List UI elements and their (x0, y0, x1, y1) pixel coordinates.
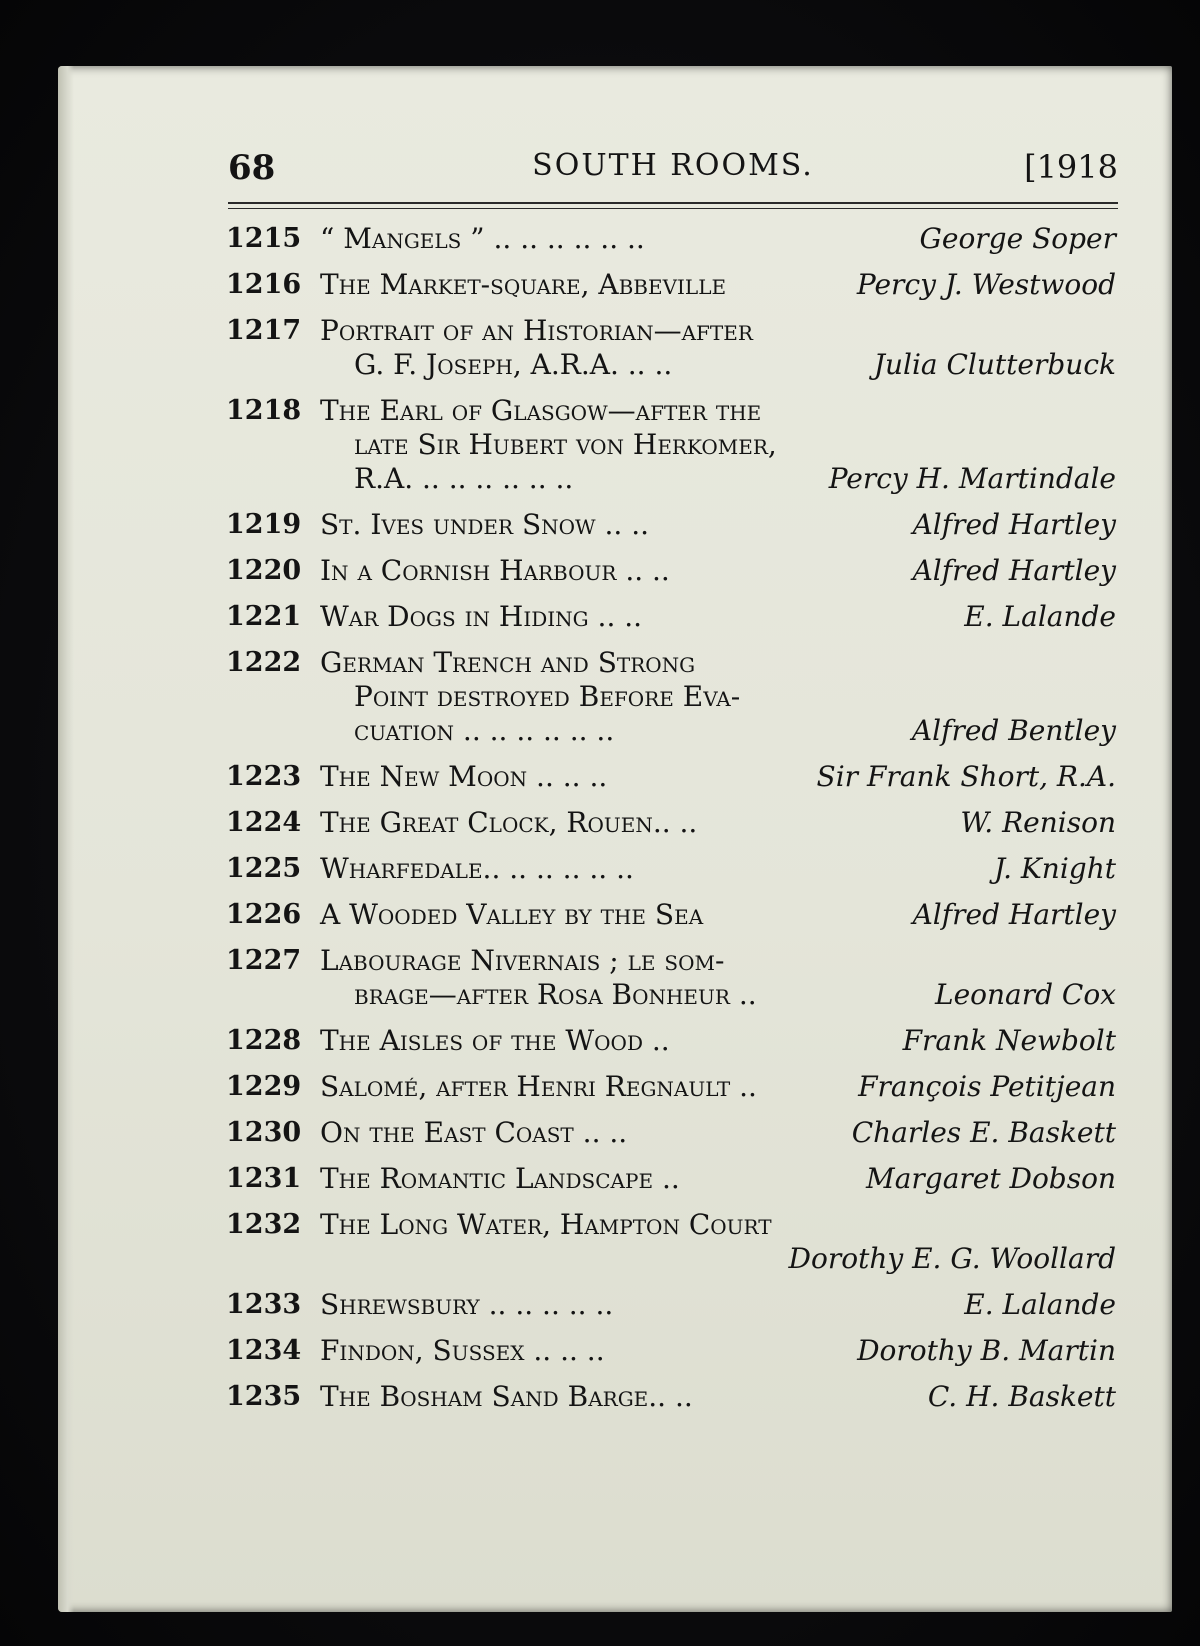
entry-title: late Sir Hubert von Herkomer, (354, 428, 777, 461)
entry-artist: J. Knight (994, 852, 1116, 885)
catalogue-entry (226, 760, 1116, 794)
entry-number: 1230 (226, 1117, 302, 1148)
entry-number: 1220 (226, 555, 302, 586)
page-number: 68 (228, 148, 276, 188)
entry-artist: Alfred Bentley (911, 714, 1116, 747)
entry-number: 1234 (226, 1335, 302, 1366)
entry-title: The Great Clock, Rouen.. .. (320, 806, 698, 839)
entry-title: The Market-square, Abbeville (320, 268, 727, 301)
entry-number: 1215 (226, 223, 302, 254)
entry-number: 1218 (226, 395, 302, 426)
entry-line (226, 462, 1116, 496)
entry-title: Labourage Nivernais ; le som- (320, 944, 725, 977)
catalogue-entry (226, 1070, 1116, 1104)
page-title: SOUTH ROOMS. (532, 148, 814, 183)
entry-title: “ Mangels ” .. .. .. .. .. .. (320, 222, 645, 255)
entry-title: R.A. .. .. .. .. .. .. (354, 462, 574, 495)
entry-number: 1219 (226, 509, 302, 540)
entry-title: German Trench and Strong (320, 646, 696, 679)
entry-line (226, 1162, 1116, 1196)
entry-line (226, 1208, 1116, 1242)
catalogue-entry (226, 222, 1116, 256)
catalogue-entry (226, 1288, 1116, 1322)
entry-artist: Dorothy B. Martin (857, 1334, 1116, 1367)
catalogue-entry (226, 1162, 1116, 1196)
catalogue-entry (226, 944, 1116, 1012)
entry-line (226, 1242, 1116, 1276)
entry-artist: E. Lalande (964, 600, 1116, 633)
entry-artist: Percy H. Martindale (828, 462, 1116, 495)
entry-number: 1231 (226, 1163, 302, 1194)
entry-title: Findon, Sussex .. .. .. (320, 1334, 605, 1367)
entry-line (226, 680, 1116, 714)
catalogue-entry (226, 314, 1116, 382)
entry-title: The Aisles of the Wood .. (320, 1024, 670, 1057)
catalogue-entry (226, 268, 1116, 302)
book-page (58, 66, 1172, 1612)
catalogue-entry (226, 1334, 1116, 1368)
entry-artist: George Soper (919, 222, 1116, 255)
entry-line (226, 1334, 1116, 1368)
entry-artist: W. Renison (960, 806, 1116, 839)
entry-title: The New Moon .. .. .. (320, 760, 608, 793)
entry-title: Salomé, after Henri Regnault .. (320, 1070, 757, 1103)
entry-number: 1216 (226, 269, 302, 300)
entry-title: Point destroyed Before Eva- (354, 680, 741, 713)
year-marker: [1918 (1024, 148, 1118, 186)
entry-title: Portrait of an Historian—after (320, 314, 753, 347)
catalogue-entry (226, 646, 1116, 748)
entry-number: 1221 (226, 601, 302, 632)
entry-title: G. F. Joseph, A.R.A. .. .. (354, 348, 673, 381)
entry-number: 1227 (226, 945, 302, 976)
entry-title: brage—after Rosa Bonheur .. (354, 978, 757, 1011)
entry-number: 1229 (226, 1071, 302, 1102)
entry-artist: Percy J. Westwood (856, 268, 1116, 301)
entry-artist: E. Lalande (964, 1288, 1116, 1321)
entry-number: 1224 (226, 807, 302, 838)
entry-line (226, 394, 1116, 428)
entry-line (226, 348, 1116, 382)
header-rule-thick (228, 202, 1118, 204)
entry-title: The Romantic Landscape .. (320, 1162, 680, 1195)
entry-title: cuation .. .. .. .. .. .. (354, 714, 615, 747)
entry-artist: Dorothy E. G. Woollard (788, 1242, 1116, 1275)
entry-artist: François Petitjean (858, 1070, 1116, 1103)
entry-line (226, 646, 1116, 680)
entry-title: The Earl of Glasgow—after the (320, 394, 762, 427)
entry-line (226, 852, 1116, 886)
entry-number: 1222 (226, 647, 302, 678)
catalogue-entry (226, 600, 1116, 634)
entry-number: 1225 (226, 853, 302, 884)
entry-line (226, 944, 1116, 978)
entry-line (226, 1288, 1116, 1322)
entry-line (226, 806, 1116, 840)
entry-title: War Dogs in Hiding .. .. (320, 600, 643, 633)
entry-title: Wharfedale.. .. .. .. .. .. (320, 852, 634, 885)
entry-line (226, 1024, 1116, 1058)
entry-artist: Julia Clutterbuck (873, 348, 1116, 381)
entry-line (226, 600, 1116, 634)
catalogue-entry (226, 1380, 1116, 1414)
entry-artist: Leonard Cox (934, 978, 1116, 1011)
entry-title: In a Cornish Harbour .. .. (320, 554, 670, 587)
header-rule-thin (228, 208, 1118, 209)
entry-artist: Alfred Hartley (912, 508, 1116, 541)
entry-line (226, 978, 1116, 1012)
entry-line (226, 554, 1116, 588)
entry-line (226, 760, 1116, 794)
entry-title: St. Ives under Snow .. .. (320, 508, 650, 541)
catalogue-entry (226, 806, 1116, 840)
entry-line (226, 314, 1116, 348)
entry-artist: Alfred Hartley (912, 554, 1116, 587)
entry-title: A Wooded Valley by the Sea (320, 898, 704, 931)
entry-number: 1235 (226, 1381, 302, 1412)
entry-title: The Long Water, Hampton Court (320, 1208, 772, 1241)
entry-artist: Margaret Dobson (866, 1162, 1116, 1195)
catalogue-entry (226, 394, 1116, 496)
entry-line (226, 428, 1116, 462)
entry-number: 1217 (226, 315, 302, 346)
entry-number: 1233 (226, 1289, 302, 1320)
entry-number: 1223 (226, 761, 302, 792)
entry-artist: C. H. Baskett (927, 1380, 1116, 1413)
entry-artist: Alfred Hartley (912, 898, 1116, 931)
entry-line (226, 1116, 1116, 1150)
entry-title: The Bosham Sand Barge.. .. (320, 1380, 693, 1413)
entry-line (226, 268, 1116, 302)
entry-title: On the East Coast .. .. (320, 1116, 628, 1149)
entry-line (226, 898, 1116, 932)
catalogue-entry (226, 1116, 1116, 1150)
catalogue-entry (226, 554, 1116, 588)
catalogue-entry (226, 1208, 1116, 1276)
entry-line (226, 1070, 1116, 1104)
entry-number: 1226 (226, 899, 302, 930)
catalogue-entry (226, 508, 1116, 542)
entry-title: Shrewsbury .. .. .. .. .. (320, 1288, 614, 1321)
page-header (228, 148, 1118, 196)
catalogue-entry (226, 898, 1116, 932)
entry-artist: Frank Newbolt (902, 1024, 1116, 1057)
catalogue-list (226, 222, 1116, 1426)
catalogue-entry (226, 1024, 1116, 1058)
entry-number: 1232 (226, 1209, 302, 1240)
entry-number: 1228 (226, 1025, 302, 1056)
entry-line (226, 222, 1116, 256)
catalogue-entry (226, 852, 1116, 886)
entry-line (226, 714, 1116, 748)
entry-artist: Sir Frank Short, R.A. (816, 760, 1116, 793)
entry-line (226, 508, 1116, 542)
entry-artist: Charles E. Baskett (851, 1116, 1116, 1149)
entry-line (226, 1380, 1116, 1414)
